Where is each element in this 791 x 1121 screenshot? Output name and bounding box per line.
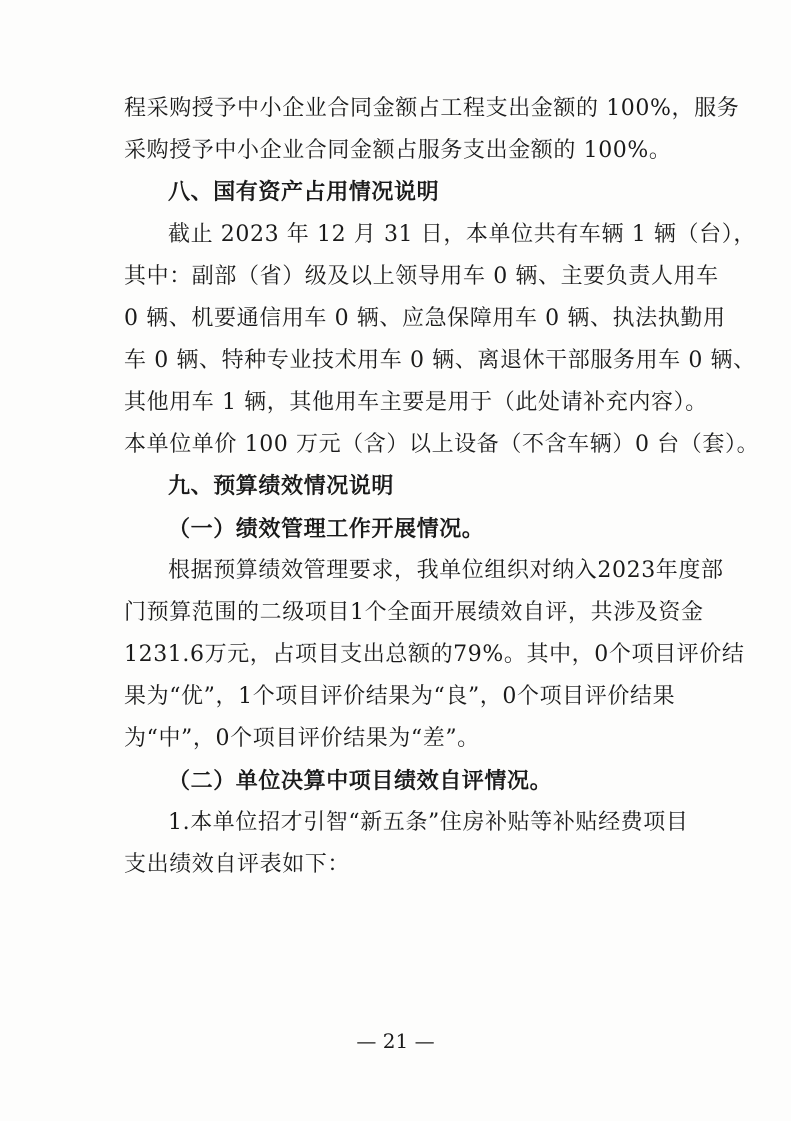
section-heading-assets: 八、国有资产占用情况说明	[168, 180, 440, 205]
body-text-line: 支出绩效自评表如下：	[124, 852, 351, 877]
subsection-heading-self-evaluation: （二）单位决算中项目绩效自评情况。	[168, 768, 553, 794]
body-text-line: 其中：副部（省）级及以上领导用车 0 辆、主要负责人用车	[124, 264, 719, 289]
body-text-line: 1.本单位招才引智“新五条”住房补贴等补贴经费项目	[168, 810, 689, 835]
body-text-line: 为“中”，0个项目评价结果为“差”。	[124, 726, 480, 751]
page-number: — 21 —	[356, 1029, 435, 1053]
body-text-line: 采购授予中小企业合同金额占服务支出金额的 100%。	[124, 138, 672, 163]
body-text-line: 0 辆、机要通信用车 0 辆、应急保障用车 0 辆、执法执勤用	[124, 306, 726, 331]
body-text-line: 门预算范围的二级项目1个全面开展绩效自评，共涉及资金	[124, 600, 704, 625]
section-heading-performance: 九、预算绩效情况说明	[168, 474, 395, 499]
body-text-line: 车 0 辆、特种专业技术用车 0 辆、离退休干部服务用车 0 辆、	[124, 348, 756, 373]
body-text-line: 果为“优”，1个项目评价结果为“良”，0个项目评价结果	[124, 684, 676, 709]
body-text-line: 其他用车 1 辆，其他用车主要是用于（此处请补充内容）。	[124, 390, 708, 415]
body-text-line: 本单位单价 100 万元（含）以上设备（不含车辆）0 台（套）。	[124, 432, 760, 457]
body-text-line: 程采购授予中小企业合同金额占工程支出金额的 100%，服务	[124, 96, 740, 121]
body-text-line: 1231.6万元，占项目支出总额的79%。其中，0个项目评价结	[124, 642, 745, 667]
subsection-heading-management: （一）绩效管理工作开展情况。	[168, 516, 485, 542]
body-text-line: 截止 2023 年 12 月 31 日，本单位共有车辆 1 辆（台），	[168, 222, 756, 247]
body-text-line: 根据预算绩效管理要求，我单位组织对纳入2023年度部	[168, 558, 724, 583]
